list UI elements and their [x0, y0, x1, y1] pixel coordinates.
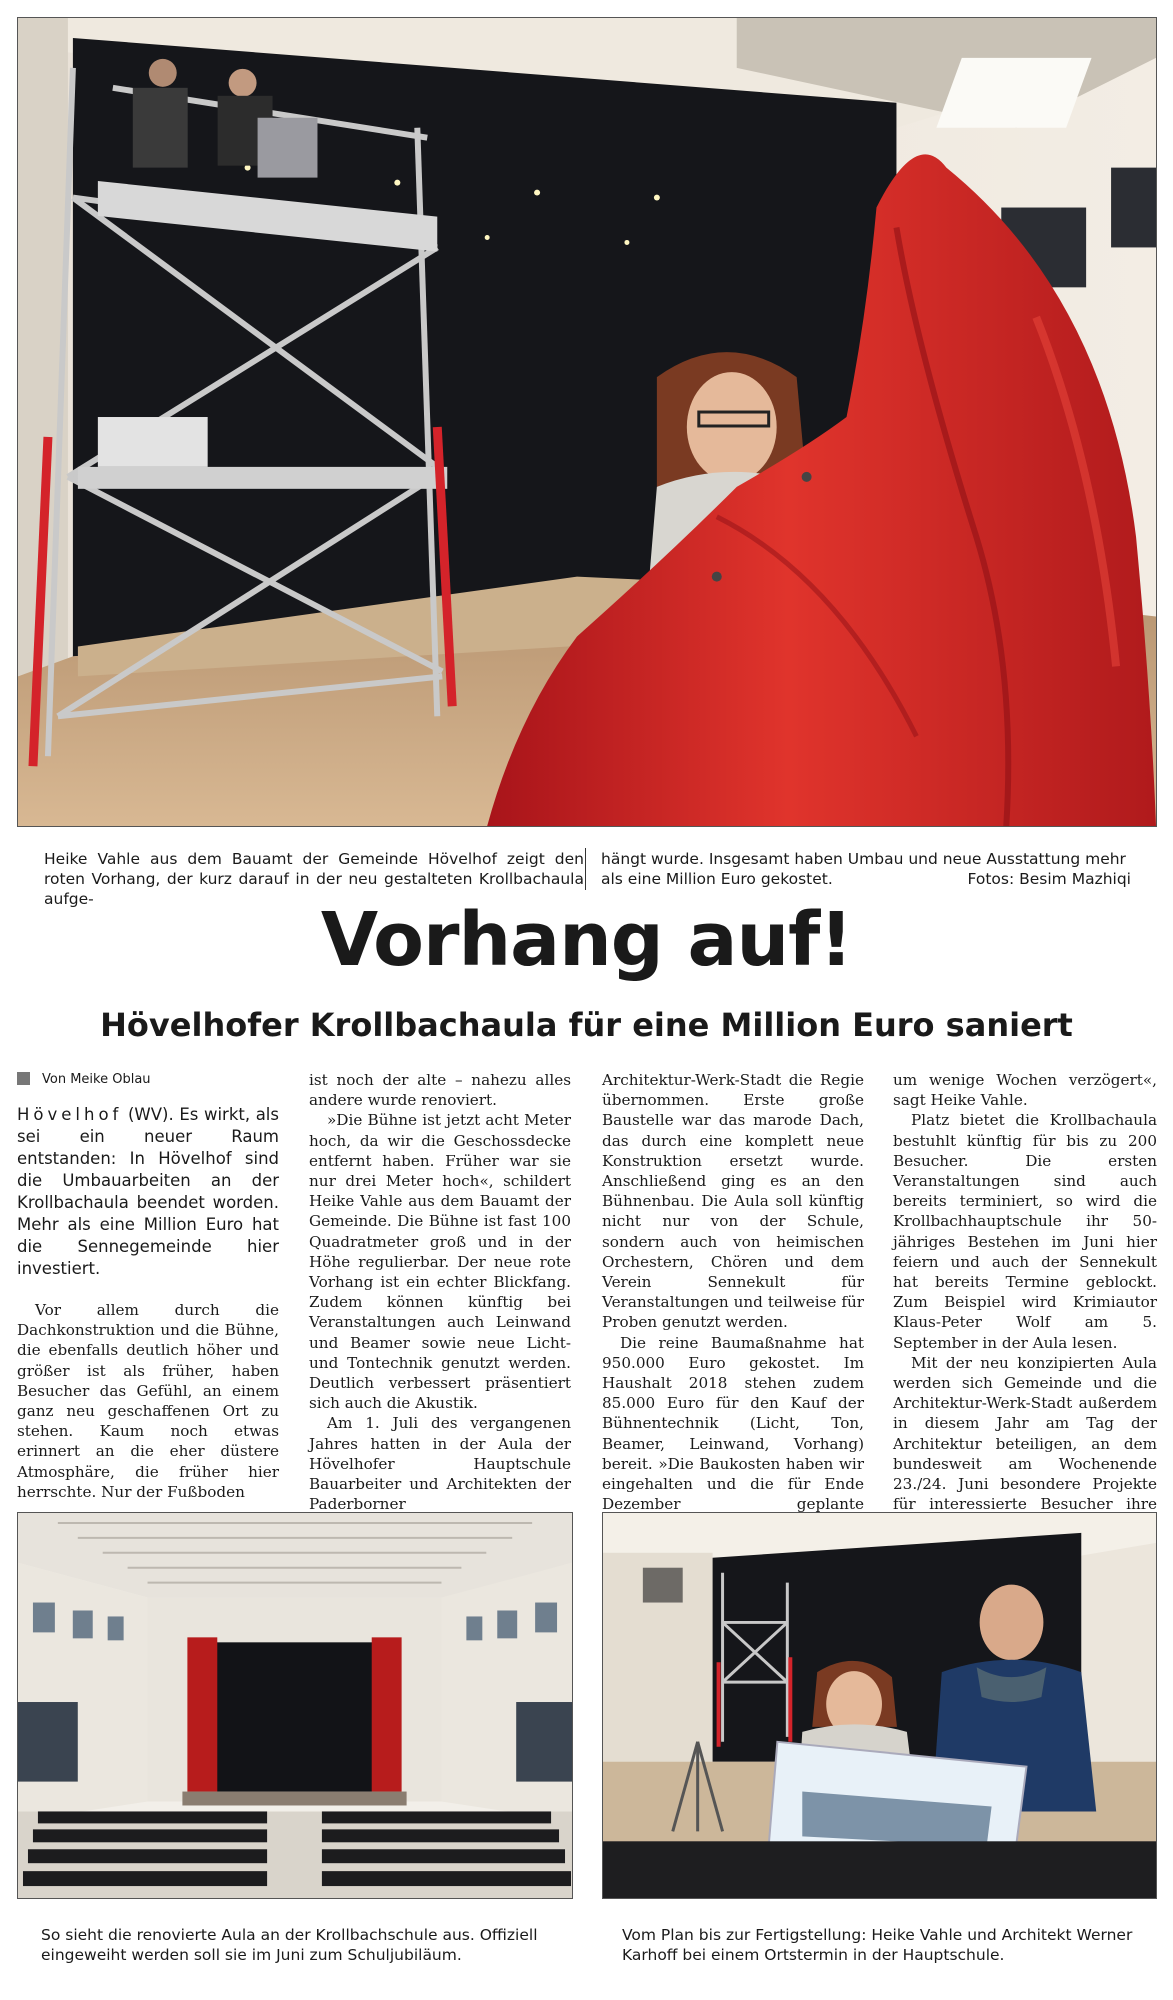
subheadline: Hövelhofer Krollbachaula für eine Million Euro saniert	[100, 1006, 1073, 1044]
author-line	[17, 1070, 279, 1090]
aula-stage	[192, 1642, 396, 1791]
article-column-1	[17, 1070, 279, 1502]
lead-text: (WV). Es wirkt, als sei ein neuer Raum entstanden: In Hövelhof sind die Umbauarbeiten an der Krollbachaula beendet worden. Mehr als eine Million Euro hat die Sennegemeinde hier investiert.	[17, 1105, 279, 1278]
photo-stage-curtain	[17, 17, 1157, 827]
photo-caption-top-right	[601, 849, 1131, 889]
caption-divider	[585, 848, 586, 890]
plan-meeting-image	[603, 1513, 1156, 1898]
author-name: Von Meike Oblau	[42, 1072, 151, 1087]
caption-top-right-text: hängt wurde. Insgesamt haben Umbau und neue Ausstattung mehr als eine Million Euro gekostet.	[601, 850, 1126, 888]
paragraph-col4-1: um wenige Wochen verzögert«, sagt Heike Vahle.	[893, 1071, 1157, 1110]
photo-renovated-aula	[17, 1512, 573, 1899]
article-column-2	[309, 1070, 571, 1514]
photo-credit: Fotos: Besim Mazhiqi	[967, 870, 1131, 888]
photo-caption-plan: Vom Plan bis zur Fertigstellung: Heike Vahle und Architekt Werner Karhoff bei einem Ortstermin in der Hauptschule.	[622, 1926, 1133, 1964]
paragraph-col4-2: Platz bietet die Krollbachaula bestuhlt künftig für bis zu 200 Besucher. Die ersten Veranstaltungen sind auch bereits terminiert, so wird die Krollbachhauptschule ihr 50-jähriges Bestehen im Juni hier feiern und auch der Sennekult hat bereits Termine geblockt. Zum Beispiel wird Krimiautor Klaus-Peter Wolf am 5. September in der Aula lesen.	[893, 1111, 1157, 1352]
article-column-4	[893, 1070, 1157, 1535]
lead-place: Hövelhof	[17, 1105, 123, 1124]
paragraph-col2-1: ist noch der alte – nahezu alles andere wurde renoviert.	[309, 1071, 571, 1110]
headline: Vorhang auf!	[320, 897, 853, 983]
photo-plan-meeting	[602, 1512, 1157, 1899]
article-lead	[17, 1104, 279, 1280]
article-column-3	[602, 1070, 864, 1535]
paragraph-col3-1: Architektur-Werk-Stadt die Regie übernommen. Erste große Baustelle war das marode Dach, das durch eine komplett neue Konstruktion ersetzt wurde. Anschließend ging es an den Bühnenbau. Die Aula soll künftig nicht nur von der Schule, sondern auch von heimischen Orchestern, Chören und dem Verein Sennekult für Veranstaltungen und teilweise für Proben genutzt werden.	[602, 1071, 864, 1332]
photo-caption-top-left: Heike Vahle aus dem Bauamt der Gemeinde Hövelhof zeigt den roten Vorhang, der kurz darauf in der neu gestalteten Krollbachaula aufge-	[44, 850, 584, 908]
paragraph-col2-2: »Die Bühne ist jetzt acht Meter hoch, da wir die Geschossdecke entfernt haben. Früher war sie nur drei Meter hoch«, schildert Heike Vahle aus dem Bauamt der Gemeinde. Die Bühne ist fast 100 Quadratmeter groß und in der Höhe regulierbar. Der neue rote Vorhang ist ein echter Blickfang. Zudem können künftig bei Veranstaltungen auch Leinwand und Beamer sowie neue Licht- und Tontechnik genutzt werden. Deutlich verbessert präsentiert sich auch die Akustik.	[309, 1111, 571, 1413]
aula-image	[18, 1513, 572, 1898]
paragraph-col4-3: Mit der neu konzipierten Aula werden sich Gemeinde und die Architektur-Werk-Stadt außerdem in diesem Jahr am Tag der Architektur beteiligen, an dem bundesweit am Wochenende 23./24. Juni besondere Projekte für interessierte Besucher ihre	[893, 1353, 1157, 1514]
paragraph-col1-1: Vor allem durch die Dachkonstruktion und die Bühne, die ebenfalls deutlich höher und größer ist als früher, haben Besucher das Gefühl, an einem ganz neu geschaffenen Ort zu stehen. Kaum noch etwas erinnert an die eher düstere Atmosphäre, die früher hier herrschte. Nur der Fußboden	[17, 1301, 279, 1501]
paragraph-col2-3: Am 1. Juli des vergangenen Jahres hatten in der Aula der Hövelhofer Hauptschule Bauarbeiter und Architekten der Paderborner	[309, 1414, 571, 1514]
author-marker-icon	[17, 1072, 30, 1085]
photo-caption-aula: So sieht die renovierte Aula an der Krollbachschule aus. Offiziell eingeweiht werden soll sie im Juni zum Schuljubiläum.	[41, 1926, 538, 1964]
paragraph-col3-2: Die reine Baumaßnahme hat 950.000 Euro gekostet. Im Haushalt 2018 stehen zudem 85.000 Euro für den Kauf der Bühnentechnik (Licht, Ton, Beamer, Leinwand, Vorhang) bereit. »Die Baukosten haben wir eingehalten und die für Ende Dezember geplante	[602, 1333, 864, 1514]
stage-curtain-image	[18, 18, 1156, 826]
